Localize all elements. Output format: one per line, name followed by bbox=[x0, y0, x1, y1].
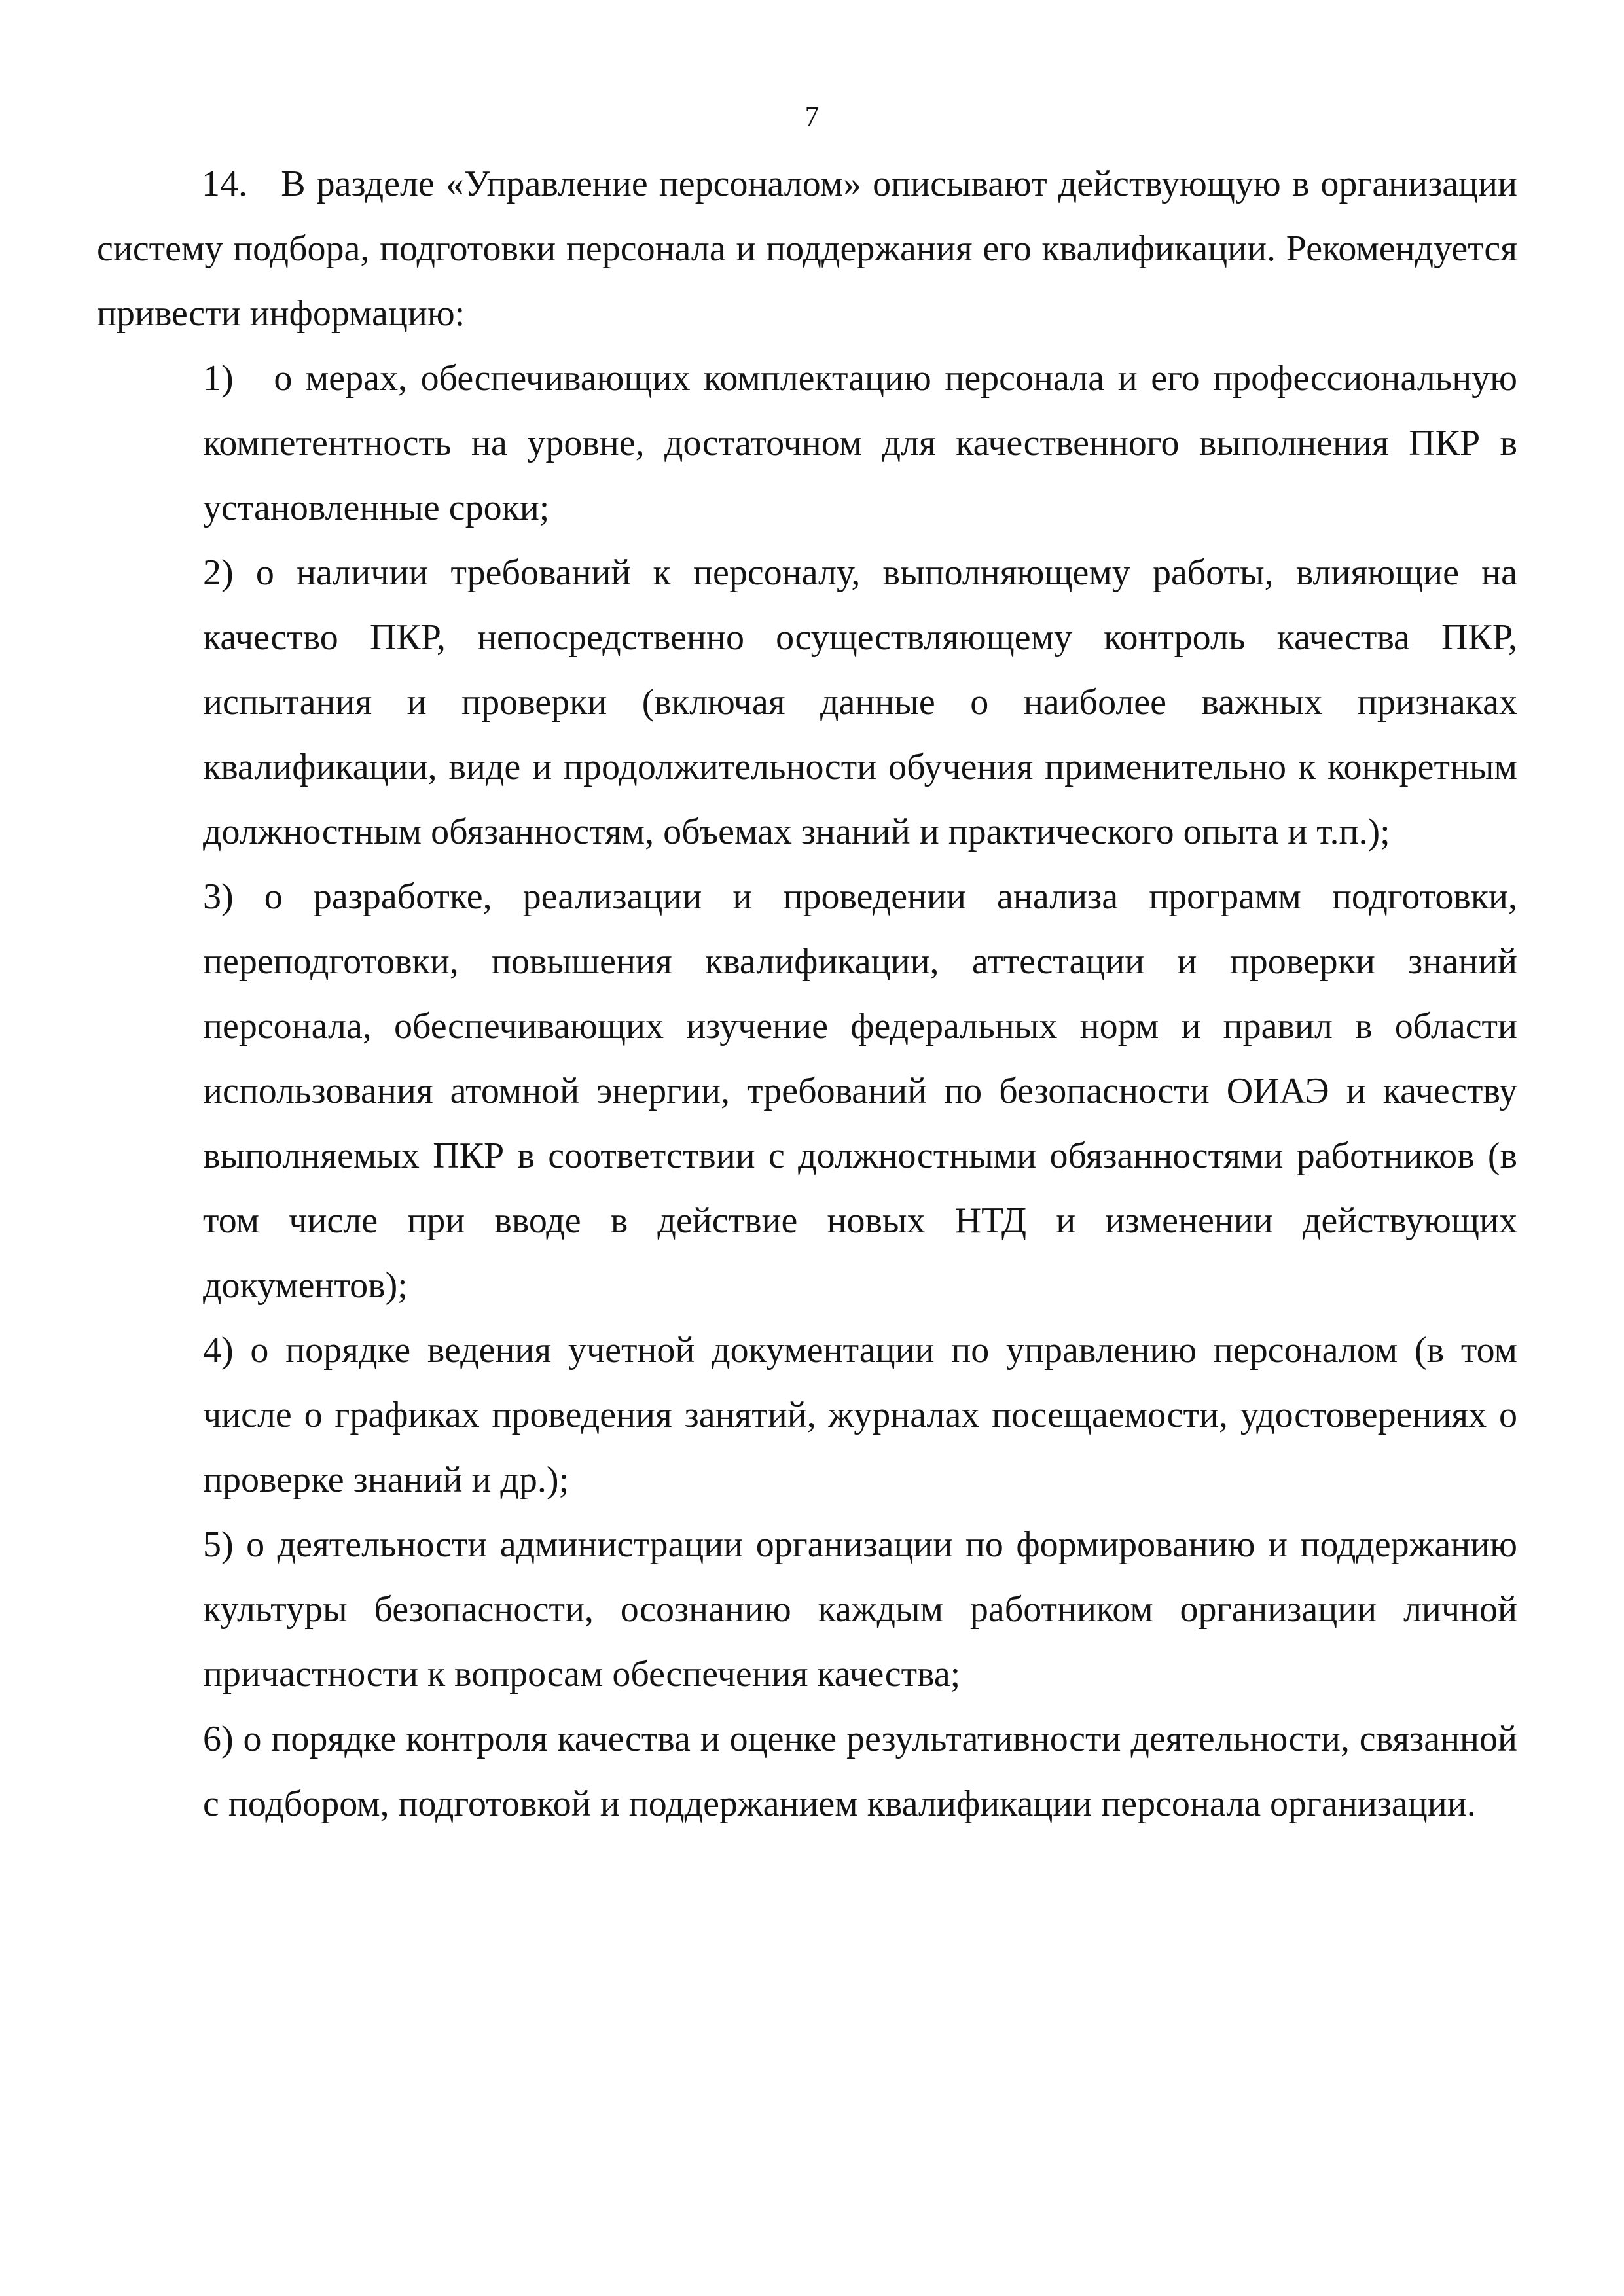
list-item-6: 6) о порядке контроля качества и оценке результативности деятельности, связанной с подбором, подготовкой и поддержанием квалификации персонала организации. bbox=[203, 1719, 1517, 1824]
list-item-1: 1) о мерах, обеспечивающих комплектацию персонала и его профессиональную компетентность на уровне, достаточном для качественного выполнения ПКР в установленные сроки; bbox=[203, 358, 1517, 528]
list-item-4: 4) о порядке ведения учетной документации по управлению персоналом (в том числе о графиках проведения занятий, журналах посещаемости, удостоверениях о проверке знаний и др.); bbox=[203, 1330, 1517, 1500]
document-body bbox=[97, 152, 1517, 1837]
section-14-paragraph: 14. В разделе «Управление персоналом» описывают действующую в организации систему подбора, подготовки персонала и поддержания его квалификации. Рекомендуется привести информацию: bbox=[97, 164, 1517, 334]
page-number: 7 bbox=[804, 100, 820, 132]
list-item-3: 3) о разработке, реализации и проведении анализа программ подготовки, переподготовки, повышения квалификации, аттестации и проверки знаний персонала, обеспечивающих изучение федеральных норм и правил в области использования атомной энергии, требований по безопасности ОИАЭ и качеству выполняемых ПКР в соответствии с должностными обязанностями работников (в том числе при вводе в действие новых НТД и изменении действующих документов); bbox=[203, 876, 1517, 1306]
list-item-2: 2) о наличии требований к персоналу, выполняющему работы, влияющие на качество ПКР, непосредственно осуществляющему контроль качества ПКР, испытания и проверки (включая данные о наиболее важных признаках квалификации, виде и продолжительности обучения применительно к конкретным должностным обязанностям, объемах знаний и практического опыта и т.п.); bbox=[203, 552, 1517, 852]
list-item-5: 5) о деятельности администрации организации по формированию и поддержанию культуры безопасности, осознанию каждым работником организации личной причастности к вопросам обеспечения качества; bbox=[203, 1524, 1517, 1695]
